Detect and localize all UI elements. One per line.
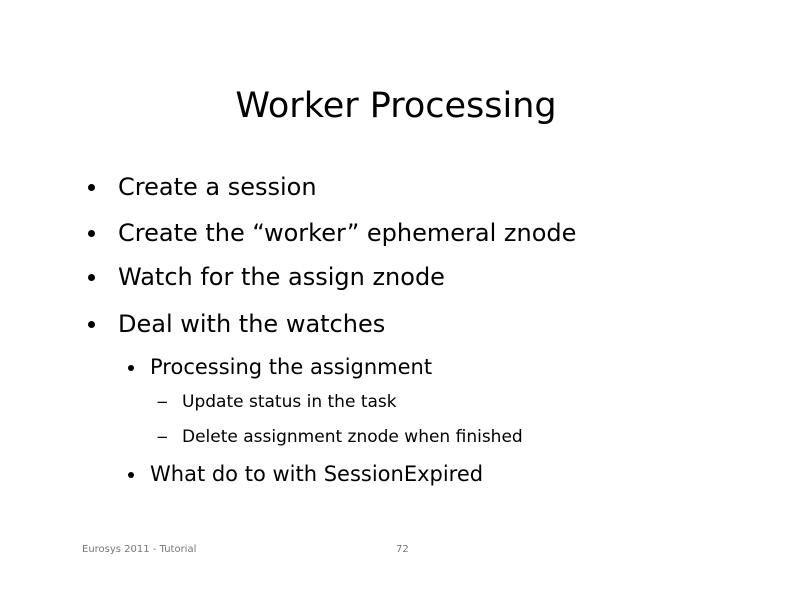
- slide-title: Worker Processing: [235, 86, 557, 126]
- sub-bullet-item: [150, 354, 432, 380]
- sub-sub-bullet-text: Update status in the task: [182, 392, 397, 412]
- bullet-item: [118, 309, 385, 339]
- sub-bullet-text: Processing the assignment: [150, 355, 433, 379]
- bullet-dot-icon: [128, 365, 134, 371]
- sub-bullet-text: What do to with SessionExpired: [150, 462, 484, 486]
- footer-text: Eurosys 2011 - Tutorial: [82, 544, 197, 555]
- bullet-item: [118, 262, 445, 292]
- sub-bullet-item: [150, 461, 483, 487]
- bullet-item: [118, 172, 317, 202]
- sub-sub-bullet-item: [156, 391, 397, 413]
- dash-icon: −: [156, 428, 169, 446]
- bullet-dot-icon: [88, 230, 95, 237]
- sub-sub-bullet-text: Delete assignment znode when finished: [182, 427, 523, 447]
- bullet-dot-icon: [88, 184, 95, 191]
- bullet-text: Create the “worker” ephemeral znode: [118, 219, 577, 247]
- dash-icon: −: [156, 393, 169, 411]
- bullet-text: Watch for the assign znode: [118, 263, 445, 291]
- bullet-item: [118, 218, 576, 248]
- bullet-text: Create a session: [118, 173, 317, 201]
- bullet-dot-icon: [88, 274, 95, 281]
- bullet-text: Deal with the watches: [118, 310, 386, 338]
- bullet-dot-icon: [88, 321, 95, 328]
- page-number: 72: [396, 544, 409, 555]
- sub-sub-bullet-item: [156, 426, 523, 448]
- bullet-dot-icon: [128, 472, 134, 478]
